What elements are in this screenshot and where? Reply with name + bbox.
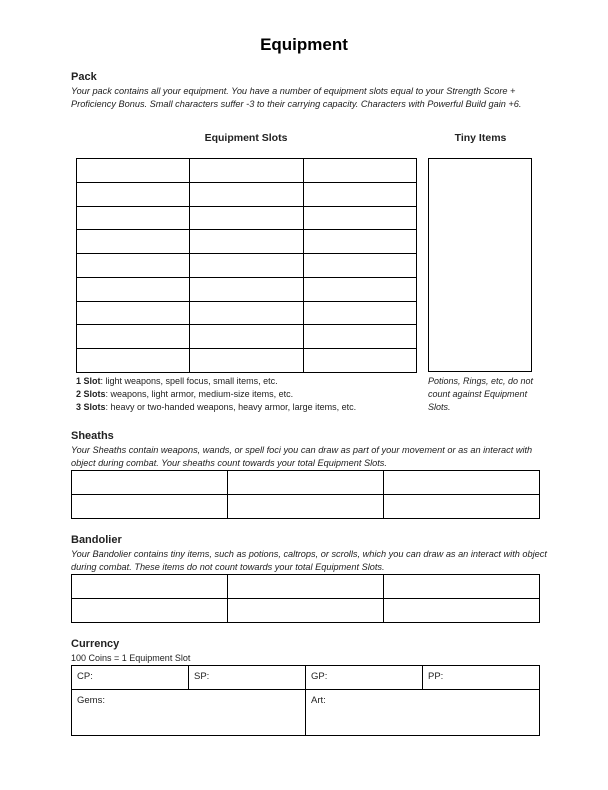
tiny-items-field[interactable] [428,158,532,372]
slot-legend-item [76,388,356,401]
equipment-slot-cell[interactable] [77,206,190,230]
equipment-slot-row [77,206,417,230]
slot-legend-text: : light weapons, spell focus, small items, etc. [100,376,278,386]
slot-legend-text: : weapons, light armor, medium-size items, etc. [105,389,294,399]
pack-description: Your pack contains all your equipment. You have a number of equipment slots equal to your Strength Score + Proficiency Bonus. Small characters suffer -3 to their carrying capacity. Characters with Powerful Build gain +6. [71,86,522,109]
equipment-slot-cell[interactable] [190,325,303,349]
sheath-slot-cell[interactable] [384,495,540,519]
gems-field[interactable] [72,690,306,736]
equipment-slot-row [77,254,417,278]
equipment-slot-cell[interactable] [77,254,190,278]
slot-legend-label: 1 Slot [76,376,101,386]
tiny-items-caption: Potions, Rings, etc, do not count against Equipment Slots. [428,376,534,412]
bandolier-slot-cell[interactable] [384,599,540,623]
equipment-slot-row [77,301,417,325]
slot-legend-item [76,401,356,414]
currency-note: 100 Coins = 1 Equipment Slot [71,653,191,663]
currency-table [71,665,540,736]
gp-label: GP: [311,671,328,682]
equipment-slot-row [77,182,417,206]
bandolier-slot-cell[interactable] [72,575,228,599]
equipment-slot-cell[interactable] [303,349,416,373]
slot-legend-item [76,375,356,388]
equipment-slot-cell[interactable] [303,206,416,230]
bandolier-grid [71,574,540,623]
sheath-slot-cell[interactable] [228,471,384,495]
art-label: Art: [311,695,326,706]
equipment-slot-cell[interactable] [77,325,190,349]
equipment-slot-cell[interactable] [77,277,190,301]
equipment-slot-cell[interactable] [303,182,416,206]
equipment-slot-cell[interactable] [190,230,303,254]
page-title: Equipment [260,35,348,54]
sheaths-description: Your Sheaths contain weapons, wands, or spell foci you can draw as part of your movement or as an interact with object during combat. Your sheaths count towards your total Equipment Slots. [71,445,533,468]
equipment-slot-cell[interactable] [77,230,190,254]
bandolier-slot-cell[interactable] [228,575,384,599]
equipment-slots-grid [76,158,417,373]
equipment-slot-cell[interactable] [190,182,303,206]
gems-label: Gems: [77,695,105,706]
sheath-slot-cell[interactable] [72,471,228,495]
equipment-slot-cell[interactable] [190,254,303,278]
tiny-items-heading: Tiny Items [454,132,507,144]
sheath-slot-row [72,471,540,495]
sheaths-heading: Sheaths [71,430,114,442]
equipment-slot-cell[interactable] [77,349,190,373]
sheath-slot-cell[interactable] [228,495,384,519]
equipment-slot-row [77,349,417,373]
sheath-slot-row [72,495,540,519]
currency-heading: Currency [71,638,120,650]
bandolier-slot-row [72,575,540,599]
bandolier-slot-row [72,599,540,623]
bandolier-slot-cell[interactable] [72,599,228,623]
sheaths-grid [71,470,540,519]
gp-field[interactable] [306,666,423,690]
pack-heading: Pack [71,71,97,83]
equipment-slot-cell[interactable] [303,159,416,183]
equipment-slot-cell[interactable] [190,301,303,325]
equipment-slot-row [77,159,417,183]
equipment-slot-cell[interactable] [77,301,190,325]
equipment-slot-cell[interactable] [303,254,416,278]
bandolier-description: Your Bandolier contains tiny items, such as potions, caltrops, or scrolls, which you can draw as an interact with object during combat. These items do not count towards your total Equipment Slots. [71,549,547,572]
sheath-slot-cell[interactable] [72,495,228,519]
pp-field[interactable] [423,666,540,690]
slot-legend-label: 3 Slots [76,402,106,412]
equipment-slot-row [77,277,417,301]
equipment-slot-cell[interactable] [303,325,416,349]
slot-legend [76,375,356,414]
equipment-slot-cell[interactable] [77,159,190,183]
equipment-slot-cell[interactable] [77,182,190,206]
art-field[interactable] [306,690,540,736]
bandolier-heading: Bandolier [71,534,122,546]
equipment-slot-row [77,230,417,254]
equipment-slots-heading: Equipment Slots [204,132,288,144]
sp-label: SP: [194,671,210,682]
bandolier-slot-cell[interactable] [228,599,384,623]
cp-label: CP: [77,671,93,682]
equipment-slot-cell[interactable] [303,230,416,254]
cp-field[interactable] [72,666,189,690]
bandolier-slot-cell[interactable] [384,575,540,599]
sp-field[interactable] [189,666,306,690]
slot-legend-text: : heavy or two-handed weapons, heavy armor, large items, etc. [105,402,357,412]
slot-legend-label: 2 Slots [76,389,106,399]
equipment-slot-cell[interactable] [190,277,303,301]
equipment-slot-cell[interactable] [190,349,303,373]
sheath-slot-cell[interactable] [384,471,540,495]
equipment-slot-row [77,325,417,349]
equipment-slot-cell[interactable] [190,206,303,230]
equipment-slot-cell[interactable] [190,159,303,183]
pp-label: PP: [428,671,444,682]
equipment-slot-cell[interactable] [303,301,416,325]
equipment-slot-cell[interactable] [303,277,416,301]
